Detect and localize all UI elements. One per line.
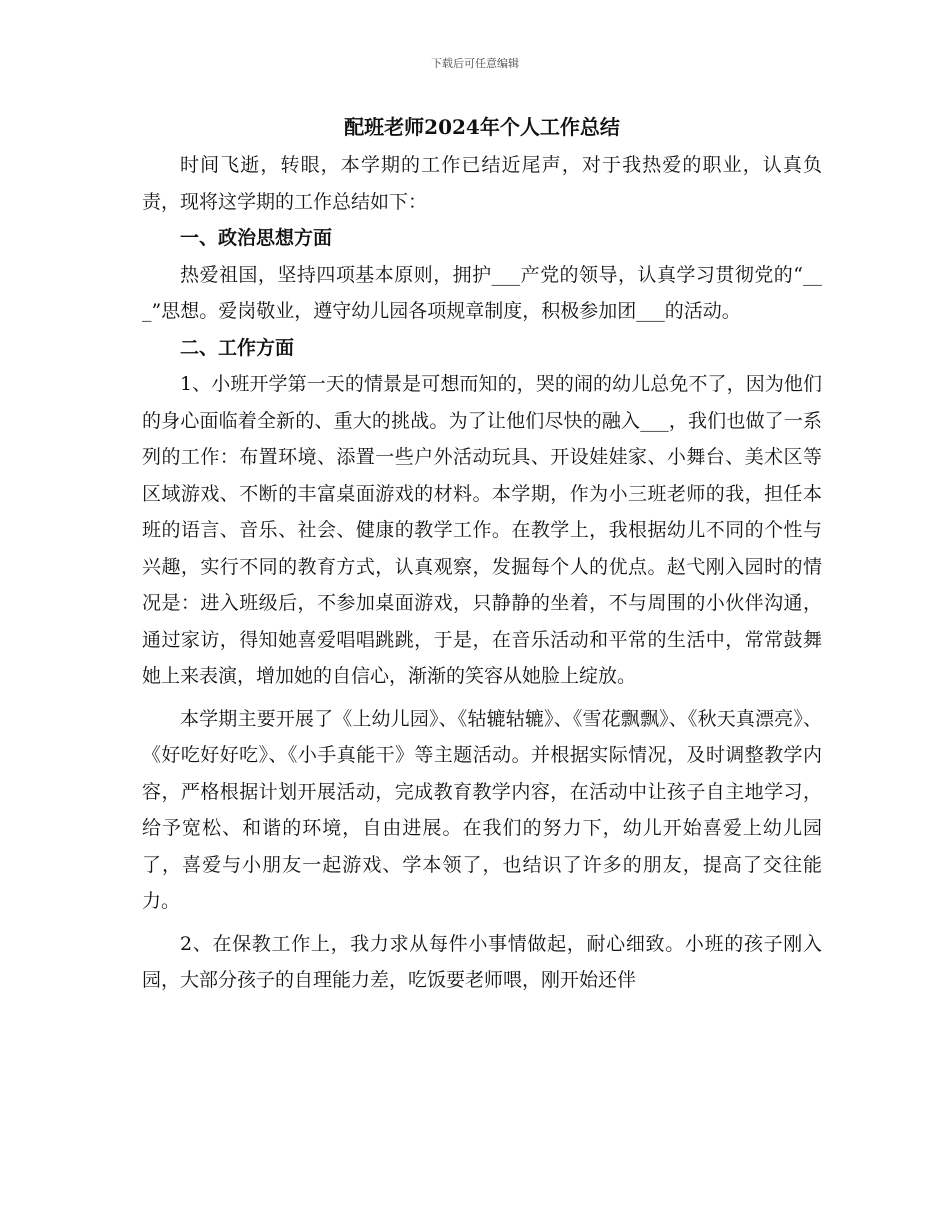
section-heading-work: 二、工作方面 xyxy=(180,336,295,359)
politics-paragraph: 热爱祖国，坚持四项基本原则，拥护___产党的领导，认真学习贯彻党的“___”思想。爱岗敬业，遵守幼儿园各项规章制度，积极参加团___的活动。 xyxy=(142,263,822,322)
work-paragraph-2: 本学期主要开展了《上幼儿园》、《轱辘轱辘》、《雪花飘飘》、《秋天真漂亮》、《好吃好好吃》、《小手真能干》等主题活动。并根据实际情况，及时调整教学内容，严格根据计划开展活动，完成教育教学内容，在活动中让孩子自主地学习，给予宽松、和谐的环境，自由进展。在我们的努力下，幼儿开始喜爱上幼儿园了，喜爱与小朋友一起游戏、学本领了，也结识了许多的朋友，提高了交往能力。 xyxy=(142,707,822,912)
download-note: 下载后可任意编辑 xyxy=(431,57,519,70)
work-paragraph-1: 1、小班开学第一天的情景是可想而知的，哭的闹的幼儿总免不了，因为他们的身心面临着全新的、重大的挑战。为了让他们尽快的融入___，我们也做了一系列的工作：布置环境、添置一些户外活动玩具、开设娃娃家、小舞台、美术区等区域游戏、不断的丰富桌面游戏的材料。本学期，作为小三班老师的我，担任本班的语言、音乐、社会、健康的教学工作。在教学上，我根据幼儿不同的个性与兴趣，实行不同的教育方式，认真观察，发掘每个人的优点。赵弋刚入园时的情况是：进入班级后，不参加桌面游戏，只静静的坐着，不与周围的小伙伴沟通，通过家访，得知她喜爱唱唱跳跳，于是，在音乐活动和平常的生活中，常常鼓舞她上来表演，增加她的自信心，渐渐的笑容从她脸上绽放。 xyxy=(142,373,822,687)
work-paragraph-3: 2、在保教工作上，我力求从每件小事情做起，耐心细致。小班的孩子刚入园，大部分孩子的自理能力差，吃饭要老师喂，刚开始还伴 xyxy=(142,932,822,991)
document-page xyxy=(142,112,822,999)
document-title: 配班老师2024年个人工作总结 xyxy=(344,115,620,139)
intro-paragraph: 时间飞逝，转眼，本学期的工作已结近尾声，对于我热爱的职业，认真负责，现将这学期的工作总结如下： xyxy=(142,154,822,213)
section-heading-politics: 一、政治思想方面 xyxy=(180,227,333,249)
